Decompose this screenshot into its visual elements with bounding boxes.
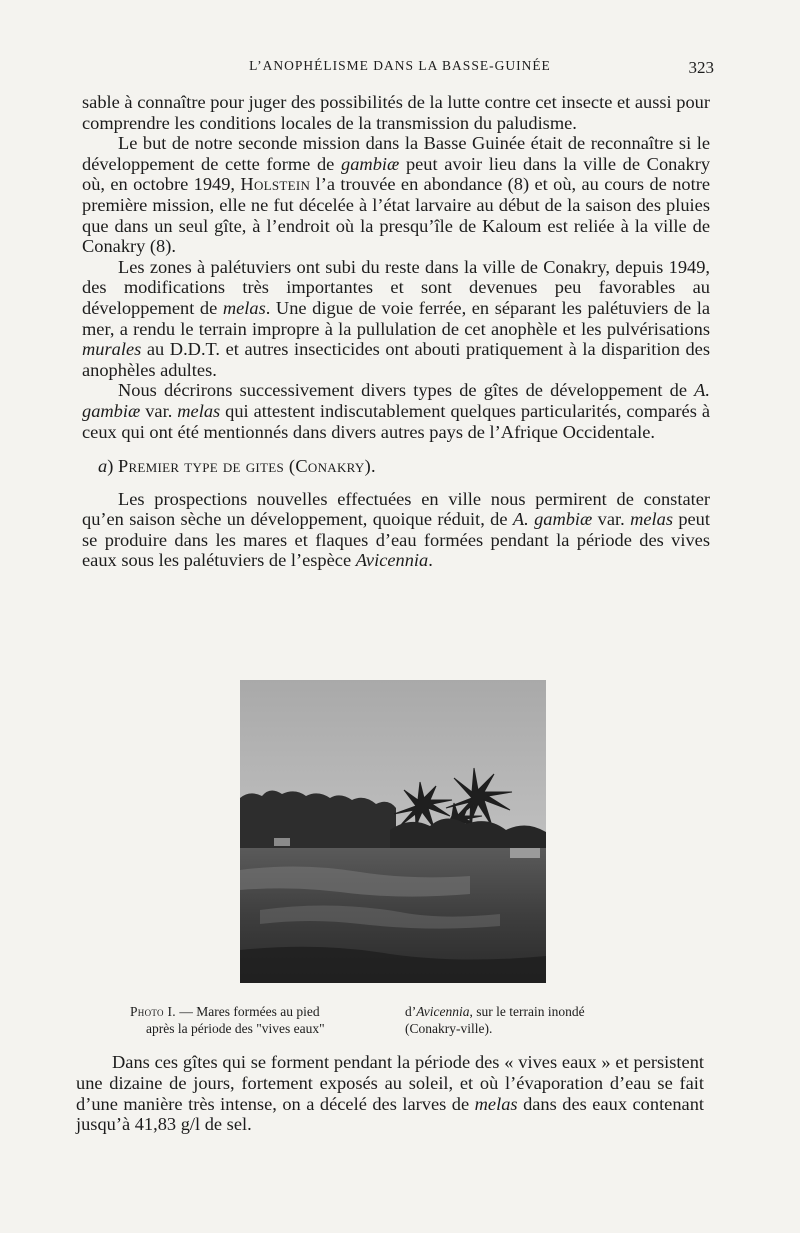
taxon-melas: melas	[474, 1093, 518, 1114]
taxon-a-gambiae: A. gambiæ	[82, 380, 710, 421]
taxon-melas: melas	[222, 297, 266, 318]
closing-paragraph: Dans ces gîtes qui se forment pendant la période des « vives eaux » et persistent une dizaine de jours, fortement exposés au soleil, et où l’évaporation d’eau se fait d’une manière très intense, on a décelé des larves de melas dans des eaux contenant jusqu’à 41,83 g/l de sel.	[76, 1052, 704, 1135]
paragraph-4: Nous décrirons successivement divers types de gîtes de développement de A. gambiæ var. melas qui attestent indiscutablement quelques particularités, comparés à ceux qui ont été mentionnés dans divers autres pays de l’Afrique Occidentale.	[82, 380, 710, 442]
caption-label: Photo I.	[130, 1004, 176, 1019]
taxon-avicennia: Avicennia	[355, 550, 429, 571]
taxon-gambiae: gambiæ	[341, 153, 400, 174]
term-murales: murales	[82, 339, 142, 360]
page-number: 323	[688, 58, 714, 77]
paragraph-5: Les prospections nouvelles effectuées en ville nous permirent de constater qu’en saison sèche un développement, quoique réduit, de A. gambiæ var. melas peut se produire dans les mares et flaques d’eau formées pendant la période des vives eaux sous les palétuviers de l’espèce Avicennia.	[82, 488, 710, 571]
taxon-a-gambiae: A. gambiæ	[512, 509, 593, 530]
taxon-melas: melas	[630, 509, 673, 530]
paragraph-3: Les zones à palétuviers ont subi du reste dans la ville de Conakry, depuis 1949, des modifications très importantes et sont devenues peu favorables au développement de melas. Une digue de voie ferrée, en séparant les palétuviers de la mer, a rendu le terrain impropre à la pullulation de cet anophèle et les pulvérisations murales au D.D.T. et autres insecticides ont abouti pratiquement à la disparition des anophèles adultes.	[82, 256, 710, 380]
photo-caption: Photo I. — Mares formées au pied d’Avicennia, sur le terrain inondé après la période des "vives eaux" (Conakry-ville).	[130, 1004, 585, 1036]
paragraph-2: Le but de notre seconde mission dans la Basse Guinée était de reconnaître si le développement de cette forme de gambiæ peut avoir lieu dans la ville de Conakry où, en octobre 1949, Holstein l’a trouvée en abondance (8) et où, au cours de notre première mission, elle ne fut décelée à l’état larvaire au début de la saison des pluies que dans un seul gîte, à l’endroit où la presqu’île de Kaloum est reliée à la ville de Conakry (8).	[82, 133, 711, 257]
running-head	[80, 58, 720, 82]
taxon-melas: melas	[177, 400, 221, 421]
body-text	[82, 92, 710, 571]
paragraph-1: sable à connaître pour juger des possibilités de la lutte contre cet insecte et aussi pour comprendre les conditions locales de la transmission du paludisme.	[82, 92, 710, 133]
section-heading: a) Premier type de gites (Conakry).	[98, 456, 376, 477]
running-title: L’ANOPHÉLISME DANS LA BASSE-GUINÉE	[249, 58, 551, 73]
author-holstein: Holstein	[240, 174, 311, 195]
photo-mangrove-pools	[240, 680, 546, 983]
